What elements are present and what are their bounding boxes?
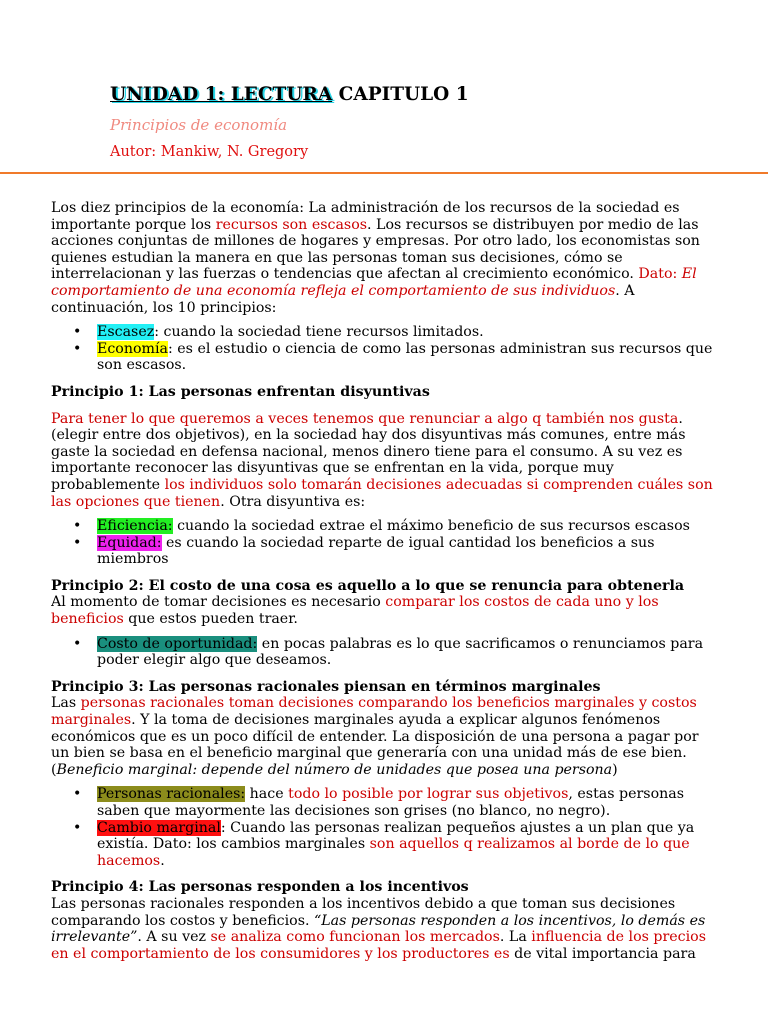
list-item: • Escasez: cuando la sociedad tiene recursos limitados. — [73, 324, 484, 341]
principle-4-paragraph: Las personas racionales responden a los incentivos debido a que toman sus decisiones comparando los costos y beneficios. “Las personas responden a los incentivos, lo demás es irrelevante”. A su vez se analiza como funcionan los mercados. La influencia de los precios en el comportamiento de los consumidores y los productores es de vital importancia para — [51, 895, 706, 962]
principle-1-paragraph: Para tener lo que queremos a veces tenemos que renunciar a algo q también nos gusta. (elegir entre dos objetivos), en la sociedad hay dos disyuntivas más comunes, entre más gaste la sociedad en defensa nacional, menos dinero tiene para el consumo. A su vez es importante reconocer las disyuntivas que se enfrentan en la vida, porque muy probablemente los individuos solo tomarán decisiones adecuadas si comprenden cuáles son las opciones que tienen. Otra disyuntiva es: — [51, 410, 713, 510]
principle-3-list — [51, 786, 717, 869]
author: Autor: Mankiw, N. Gregory — [110, 144, 309, 160]
header-divider — [0, 172, 768, 174]
principle-4-title: Principio 4: Las personas responden a los incentivos — [51, 879, 469, 896]
subtitle: Principios de economía — [110, 116, 288, 134]
bullet-icon: • — [73, 534, 82, 551]
principle-2-title: Principio 2: El costo de una cosa es aquello a lo que se renuncia para obtenerla — [51, 577, 685, 594]
list-item: • Personas racionales: hace todo lo posible por lograr sus objetivos, estas personas saben que mayormente las decisiones son grises (no blanco, no negro). — [73, 786, 684, 819]
list-item: • Eficiencia: cuando la sociedad extrae el máximo beneficio de sus recursos escasos — [73, 518, 690, 535]
principle-3-title: Principio 3: Las personas racionales piensan en términos marginales — [51, 678, 601, 695]
list-item: • Equidad: es cuando la sociedad reparte de igual cantidad los beneficios a sus miembros — [73, 534, 655, 568]
definitions-list — [51, 324, 717, 374]
bullet-icon: • — [73, 786, 82, 803]
unit-title — [110, 84, 469, 105]
principle-2-list — [51, 636, 717, 669]
bullet-icon: • — [73, 635, 82, 652]
unit-label: UNIDAD 1: LECTURA — [110, 84, 333, 105]
bullet-icon: • — [73, 340, 82, 357]
principle-3-paragraph: Las personas racionales toman decisiones comparando los beneficios marginales y costos marginales. Y la toma de decisiones marginales ayuda a explicar algunos fenómenos económicos que es un poco difícil de entender. La disposición de una persona a pagar por un bien se basa en el beneficio marginal que generaría con una unidad más de ese bien. (Beneficio marginal: depende del número de unidades que posea una persona) — [51, 695, 699, 778]
bullet-icon: • — [73, 324, 82, 341]
principle-1-list — [51, 518, 717, 568]
principle-1-title: Principio 1: Las personas enfrentan disyuntivas — [51, 383, 430, 400]
bullet-icon: • — [73, 819, 82, 836]
list-item: • Costo de oportunidad: en pocas palabras es lo que sacrificamos o renunciamos para poder elegir algo que deseamos. — [73, 635, 704, 669]
bullet-icon: • — [73, 518, 82, 535]
principle-2-paragraph: Al momento de tomar decisiones es necesario comparar los costos de cada uno y los beneficios que estos pueden traer. — [51, 594, 659, 628]
list-item: • Economía: es el estudio o ciencia de como las personas administran sus recursos que son escasos. — [73, 340, 713, 374]
chapter-label: CAPITULO 1 — [332, 84, 469, 105]
document-body — [51, 200, 717, 967]
list-item: • Cambio marginal: Cuando las personas realizan pequeños ajustes a un plan que ya existía. Dato: los cambios marginales son aquellos q realizamos al borde de lo que hacemos. — [73, 819, 695, 869]
intro-paragraph: Los diez principios de la economía: La administración de los recursos de la sociedad es importante porque los recursos son escasos. Los recursos se distribuyen por medio de las acciones conjuntas de millones de hogares y empresas. Por otro lado, los economistas son quienes estudian la manera en que las personas toman sus decisiones, cómo se interrelacionan y las fuerzas o tendencias que afectan al crecimiento económico. Dato: El comportamiento de una economía refleja el comportamiento de sus individuos. A continuación, los 10 principios: — [51, 200, 700, 316]
